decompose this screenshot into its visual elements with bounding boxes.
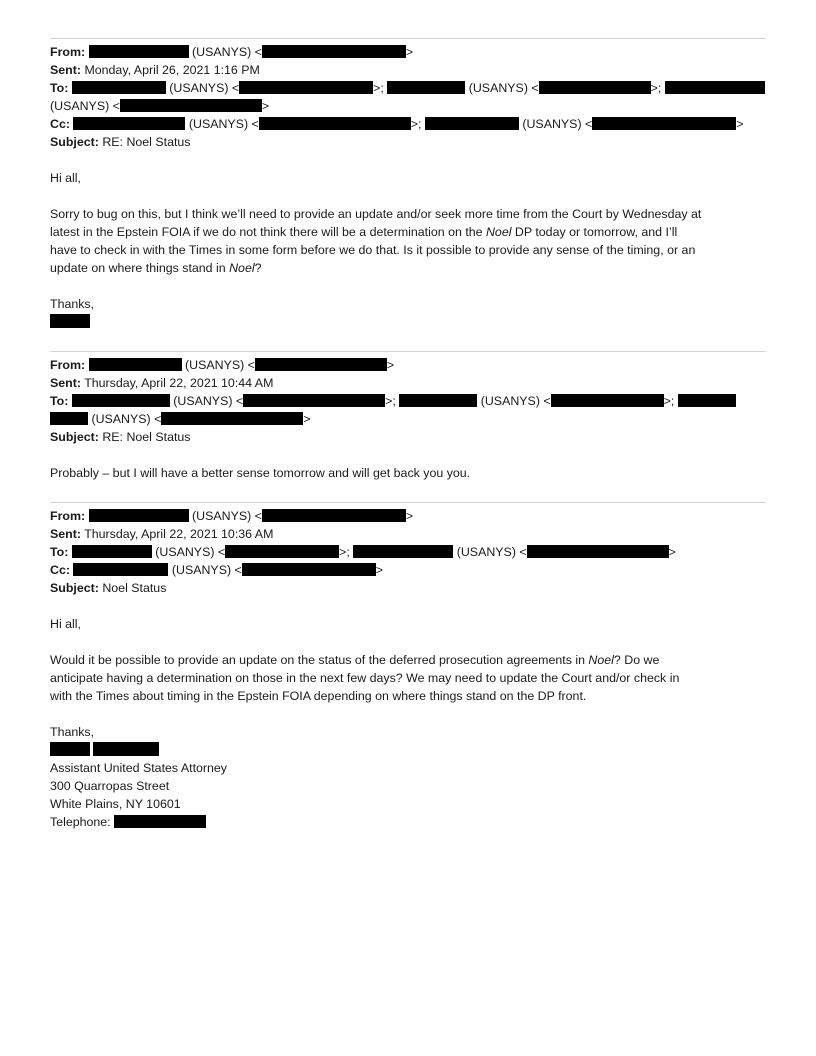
to-line: To: (USANYS) < >; (USANYS) < >; — [50, 392, 766, 410]
sent-line: Sent: Thursday, April 22, 2021 10:44 AM — [50, 376, 274, 390]
signature-block — [50, 741, 766, 831]
redaction — [239, 81, 373, 94]
signature-address: 300 Quarropas Street — [50, 779, 170, 793]
redaction — [262, 45, 406, 58]
to-line: To: (USANYS) < >; (USANYS) < >; — [50, 79, 766, 97]
signature-title: Assistant United States Attorney — [50, 761, 228, 775]
closing: Thanks, — [50, 297, 95, 311]
redaction — [50, 412, 88, 425]
subject-line: Subject: RE: Noel Status — [50, 135, 191, 149]
redaction — [259, 117, 411, 130]
redaction — [551, 394, 664, 407]
subject: RE: Noel Status — [102, 430, 191, 444]
closing: Thanks, — [50, 725, 95, 739]
message-header — [50, 39, 766, 151]
from-line: From: (USANYS) < > — [50, 45, 414, 59]
redaction — [89, 358, 182, 371]
redaction — [161, 412, 303, 425]
redaction — [225, 545, 339, 558]
from-line: From: (USANYS) < > — [50, 358, 395, 372]
redaction — [262, 509, 406, 522]
redaction — [592, 117, 736, 130]
redaction — [242, 563, 376, 576]
message-body: Probably – but I will have a better sense tomorrow and will get back you you. — [50, 466, 471, 480]
redaction — [89, 45, 189, 58]
signature-city: White Plains, NY 10601 — [50, 797, 181, 811]
redaction — [678, 394, 736, 407]
redaction — [93, 742, 159, 756]
redaction — [527, 545, 669, 558]
to-line-continued: (USANYS) < > — [50, 410, 766, 428]
redaction — [72, 394, 170, 407]
message-body: Sorry to bug on this, but I think we’ll need to provide an update and/or seek more time from the Court by Wednesday at latest in the Epstein FOIA if we do not think there will be a determination on the Noel DP today or tomorrow, and I’ll have to check in with the Times in some form before we do that. Is it possible to provide any sense of the timing, or an update on where things stand in Noel? — [50, 207, 702, 275]
redaction — [73, 117, 185, 130]
sent-date: Thursday, April 22, 2021 10:44 AM — [84, 376, 274, 390]
signature-phone: Telephone: — [50, 813, 766, 831]
redaction — [120, 99, 262, 112]
message-body: Would it be possible to provide an update on the status of the deferred prosecution agreements in Noel? Do we anticipate having a determination on those in the next few days? We may need to update the Court and/or check in with the Times about timing in the Epstein FOIA depending on where things stand on the DP front. — [50, 653, 680, 703]
to-line: To: (USANYS) < >; (USANYS) < > — [50, 545, 676, 559]
signature-name — [50, 313, 766, 331]
redaction — [243, 394, 385, 407]
redaction — [425, 117, 519, 130]
greeting: Hi all, — [50, 171, 81, 185]
to-line-continued: (USANYS) < > — [50, 99, 270, 113]
redaction — [353, 545, 453, 558]
sent-date: Thursday, April 22, 2021 10:36 AM — [84, 527, 274, 541]
redaction — [665, 81, 765, 94]
email-thread — [50, 38, 766, 831]
sent-date: Monday, April 26, 2021 1:16 PM — [84, 63, 260, 77]
greeting: Hi all, — [50, 617, 81, 631]
redaction — [539, 81, 651, 94]
message-header — [50, 352, 766, 446]
redaction — [399, 394, 477, 407]
subject: RE: Noel Status — [102, 135, 191, 149]
subject-line: Subject: Noel Status — [50, 581, 167, 595]
redaction — [72, 545, 152, 558]
signature-name — [50, 741, 766, 759]
redaction — [50, 314, 90, 328]
from-line: From: (USANYS) < > — [50, 509, 414, 523]
redaction — [114, 815, 206, 828]
message-header — [50, 503, 766, 597]
redaction — [387, 81, 465, 94]
redaction — [255, 358, 387, 371]
redaction — [73, 563, 168, 576]
redaction — [89, 509, 189, 522]
sent-line: Sent: Monday, April 26, 2021 1:16 PM — [50, 63, 260, 77]
subject: Noel Status — [102, 581, 167, 595]
redaction — [50, 742, 90, 756]
cc-line: Cc: (USANYS) < > — [50, 563, 384, 577]
cc-line: Cc: (USANYS) < >; (USANYS) < > — [50, 117, 744, 131]
subject-line: Subject: RE: Noel Status — [50, 430, 191, 444]
sent-line: Sent: Thursday, April 22, 2021 10:36 AM — [50, 527, 274, 541]
redaction — [72, 81, 166, 94]
